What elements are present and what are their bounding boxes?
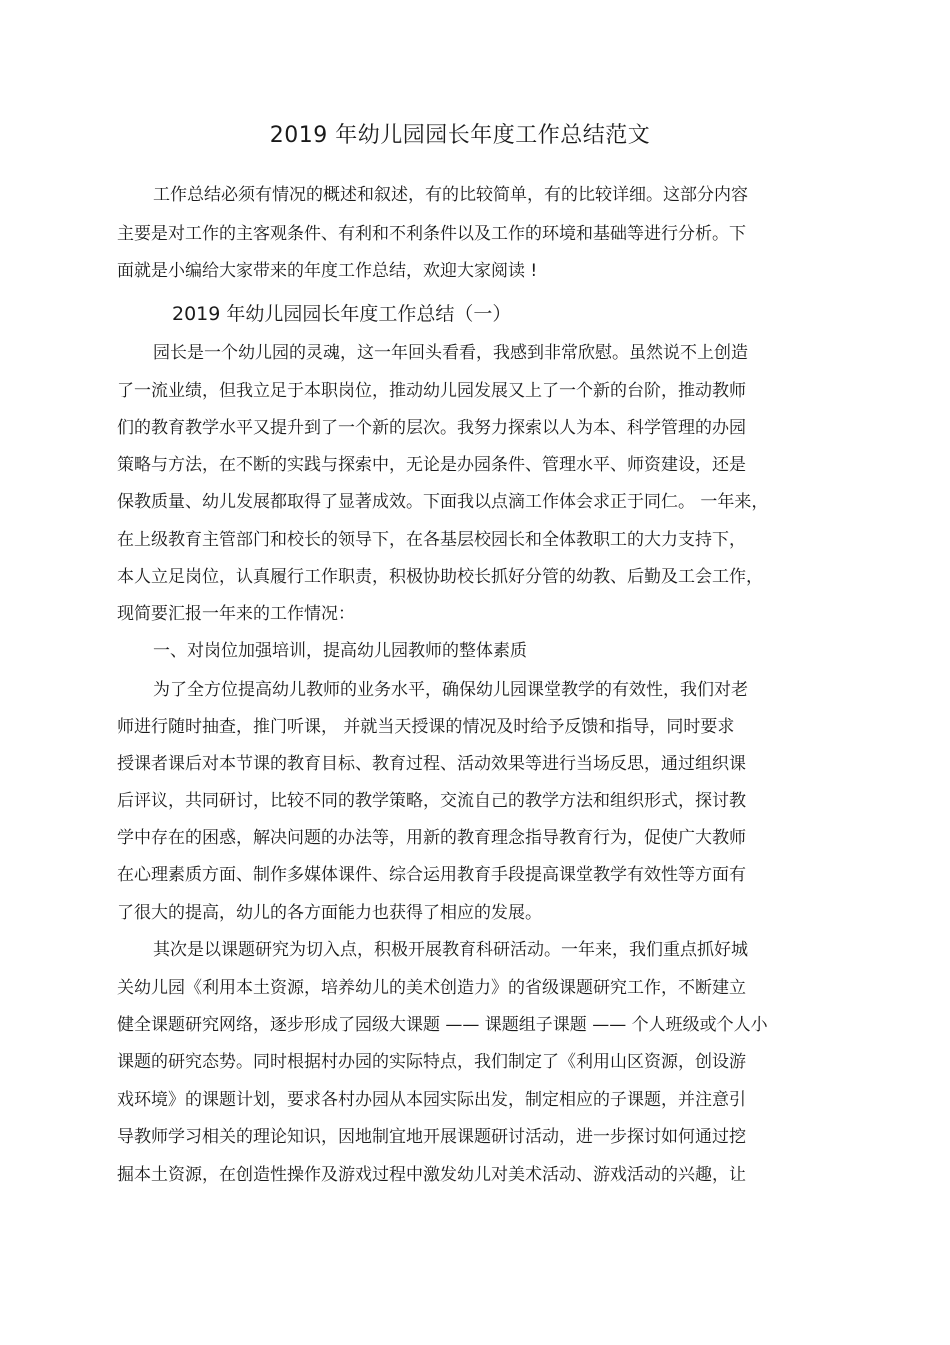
paragraph-line: 了一流业绩，但我立足于本职岗位，推动幼儿园发展又上了一个新的台阶，推动教师: [117, 381, 746, 401]
paragraph-line: 园长是一个幼儿园的灵魂，这一年回头看看，我感到非常欣慰。虽然说不上创造: [153, 343, 748, 363]
paragraph-line: 师进行随时抽查，推门听课， 并就当天授课的情况及时给予反馈和指导，同时要求: [117, 717, 735, 737]
paragraph-line: 主要是对工作的主客观条件、有利和不利条件以及工作的环境和基础等进行分析。下: [117, 224, 746, 244]
paragraph-line: 现简要汇报一年来的工作情况：: [117, 604, 355, 624]
paragraph-line: 为了全方位提高幼儿教师的业务水平，确保幼儿园课堂教学的有效性，我们对老: [153, 680, 748, 700]
paragraph-line: 了很大的提高，幼儿的各方面能力也获得了相应的发展。: [117, 903, 542, 923]
paragraph-line: 后评议，共同研讨，比较不同的教学策略，交流自己的教学方法和组织形式，探讨教: [117, 791, 746, 811]
paragraph-line: 掘本土资源，在创造性操作及游戏过程中激发幼儿对美术活动、游戏活动的兴趣，让: [117, 1165, 746, 1185]
paragraph-line: 本人立足岗位，认真履行工作职责，积极协助校长抓好分管的幼教、后勤及工会工作，: [117, 567, 763, 587]
paragraph-line: 健全课题研究网络，逐步形成了园级大课题 —— 课题组子课题 —— 个人班级或个人小: [117, 1015, 768, 1035]
paragraph-line: 学中存在的困惑，解决问题的办法等，用新的教育理念指导教育行为，促使广大教师: [117, 828, 746, 848]
paragraph-line: 在心理素质方面、制作多媒体课件、综合运用教育手段提高课堂教学有效性等方面有: [117, 865, 746, 885]
paragraph-line: 课题的研究态势。同时根据村办园的实际特点，我们制定了《利用山区资源，创设游: [117, 1052, 746, 1072]
paragraph-line: 关幼儿园《利用本土资源，培养幼儿的美术创造力》的省级课题研究工作，不断建立: [117, 978, 746, 998]
paragraph-line: 们的教育教学水平又提升到了一个新的层次。我努力探索以人为本、科学管理的办园: [117, 418, 746, 438]
paragraph-line: 其次是以课题研究为切入点，积极开展教育科研活动。一年来，我们重点抓好城: [153, 940, 748, 960]
paragraph-line: 在上级教育主管部门和校长的领导下，在各基层校园长和全体教职工的大力支持下，: [117, 530, 746, 550]
paragraph-line: 导教师学习相关的理论知识，因地制宜地开展课题研讨活动，进一步探讨如何通过挖: [117, 1127, 746, 1147]
paragraph-line: 授课者课后对本节课的教育目标、教育过程、活动效果等进行当场反思，通过组织课: [117, 754, 746, 774]
paragraph-line: 工作总结必须有情况的概述和叙述，有的比较简单，有的比较详细。这部分内容: [153, 185, 748, 205]
paragraph-line: 保教质量、幼儿发展都取得了显著成效。下面我以点滴工作体会求正于同仁。 一年来，: [117, 492, 769, 512]
section-heading: 一、对岗位加强培训，提高幼儿园教师的整体素质: [153, 641, 527, 661]
section-subtitle: 2019 年幼儿园园长年度工作总结（一）: [172, 303, 512, 325]
paragraph-line: 戏环境》的课题计划，要求各村办园从本园实际出发，制定相应的子课题，并注意引: [117, 1090, 746, 1110]
paragraph-line: 面就是小编给大家带来的年度工作总结，欢迎大家阅读 !: [117, 261, 538, 281]
paragraph-line: 策略与方法，在不断的实践与探索中，无论是办园条件、管理水平、师资建设，还是: [117, 455, 746, 475]
document-title: 2019 年幼儿园园长年度工作总结范文: [269, 123, 651, 148]
